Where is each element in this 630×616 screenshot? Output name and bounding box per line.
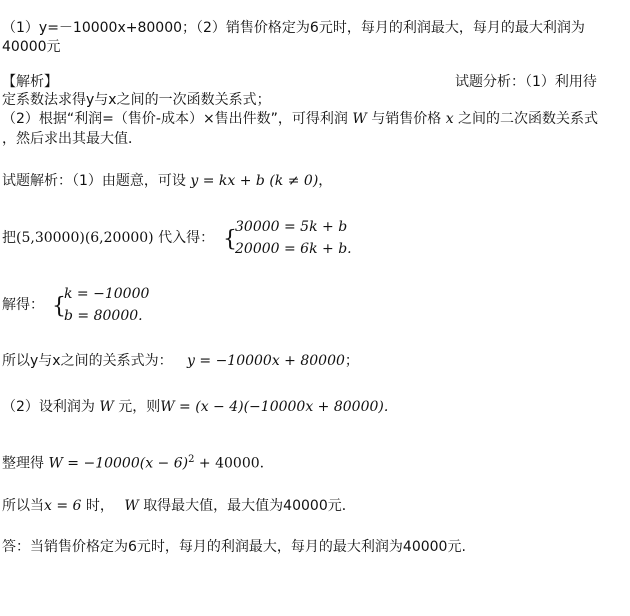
analysis-hint-right: 试题分析：（1）利用待 xyxy=(455,74,597,90)
relation-line xyxy=(2,352,359,370)
vertex-form-a: W = −10000(x − 6) xyxy=(48,455,189,472)
analysis-line-2-text-a: （2）根据“利润=（售价-成本）×售出件数”，可得利润 xyxy=(2,111,348,127)
system-2-eq-b: b = 80000. xyxy=(64,308,143,324)
system-2 xyxy=(64,283,149,327)
part2-mid: 元，则 xyxy=(118,399,161,415)
solution-intro-text: 试题解析：（1）由题意，可设 xyxy=(2,173,186,189)
system-2-eq-a: k = −10000 xyxy=(64,286,150,302)
analysis-line-2-text-b: 与销售价格 xyxy=(371,111,442,127)
analysis-line-2-text-c: 之间的二次函数关系式 xyxy=(458,111,599,127)
when-W: W xyxy=(124,498,139,514)
part2-W: W xyxy=(99,399,114,415)
relation-end: ； xyxy=(344,353,359,369)
answer-line-2: 40000元 xyxy=(2,39,61,55)
solution-intro xyxy=(2,172,332,190)
var-W: W xyxy=(352,111,367,127)
part2-line xyxy=(2,398,388,416)
final-answer: 答：当销售价格定为6元时，每月的利润最大，每月的最大利润为40000元. xyxy=(2,539,466,555)
vertex-form-exponent: 2 xyxy=(188,454,195,465)
analysis-line-3: ，然后求出其最大值． xyxy=(2,131,142,147)
substitution-prefix: 把 xyxy=(2,230,16,246)
when-prefix: 所以当 xyxy=(2,498,44,514)
profit-equation: W = (x − 4)(−10000x + 80000). xyxy=(160,399,389,415)
system-1 xyxy=(235,216,352,260)
vertex-form-b: + 40000. xyxy=(194,455,265,472)
substitution-suffix: 代入得： xyxy=(158,230,215,246)
system-1-eq-a: 30000 = 5k + b xyxy=(235,219,348,235)
part2-prefix: （2）设利润为 xyxy=(2,399,95,415)
linear-form-equation: y = kx + b (k ≠ 0) xyxy=(190,173,319,189)
when-end: 取得最大值，最大值为40000元． xyxy=(143,498,356,514)
maximum-line xyxy=(2,497,356,515)
relation-prefix: 所以y与x之间的关系式为： xyxy=(2,353,173,369)
analysis-heading: 【解析】 xyxy=(2,74,58,90)
tidy-prefix: 整理得 xyxy=(2,455,44,472)
tidy-line xyxy=(2,451,264,473)
solve-prefix: 解得： xyxy=(2,297,44,313)
substitution-line xyxy=(2,229,214,247)
system-1-eq-b: 20000 = 6k + b. xyxy=(235,241,352,257)
system-brace-1: { xyxy=(223,227,237,252)
system-brace-2: { xyxy=(52,294,66,319)
var-x: x xyxy=(445,111,454,127)
analysis-line-2 xyxy=(2,110,598,128)
solution-intro-end: ， xyxy=(318,173,333,189)
analysis-line-1: 定系数法求得y与x之间的一次函数关系式； xyxy=(2,92,271,108)
when-mid: 时， xyxy=(85,498,114,514)
when-equation: x = 6 xyxy=(44,498,82,514)
answer-line-1: （1）y=－10000x+80000；（2）销售价格定为6元时，每月的利润最大，每月的最大利润为 xyxy=(2,20,585,36)
relation-equation: y = −10000x + 80000 xyxy=(187,353,345,369)
substitution-points: (5,30000)(6,20000) xyxy=(16,230,154,246)
